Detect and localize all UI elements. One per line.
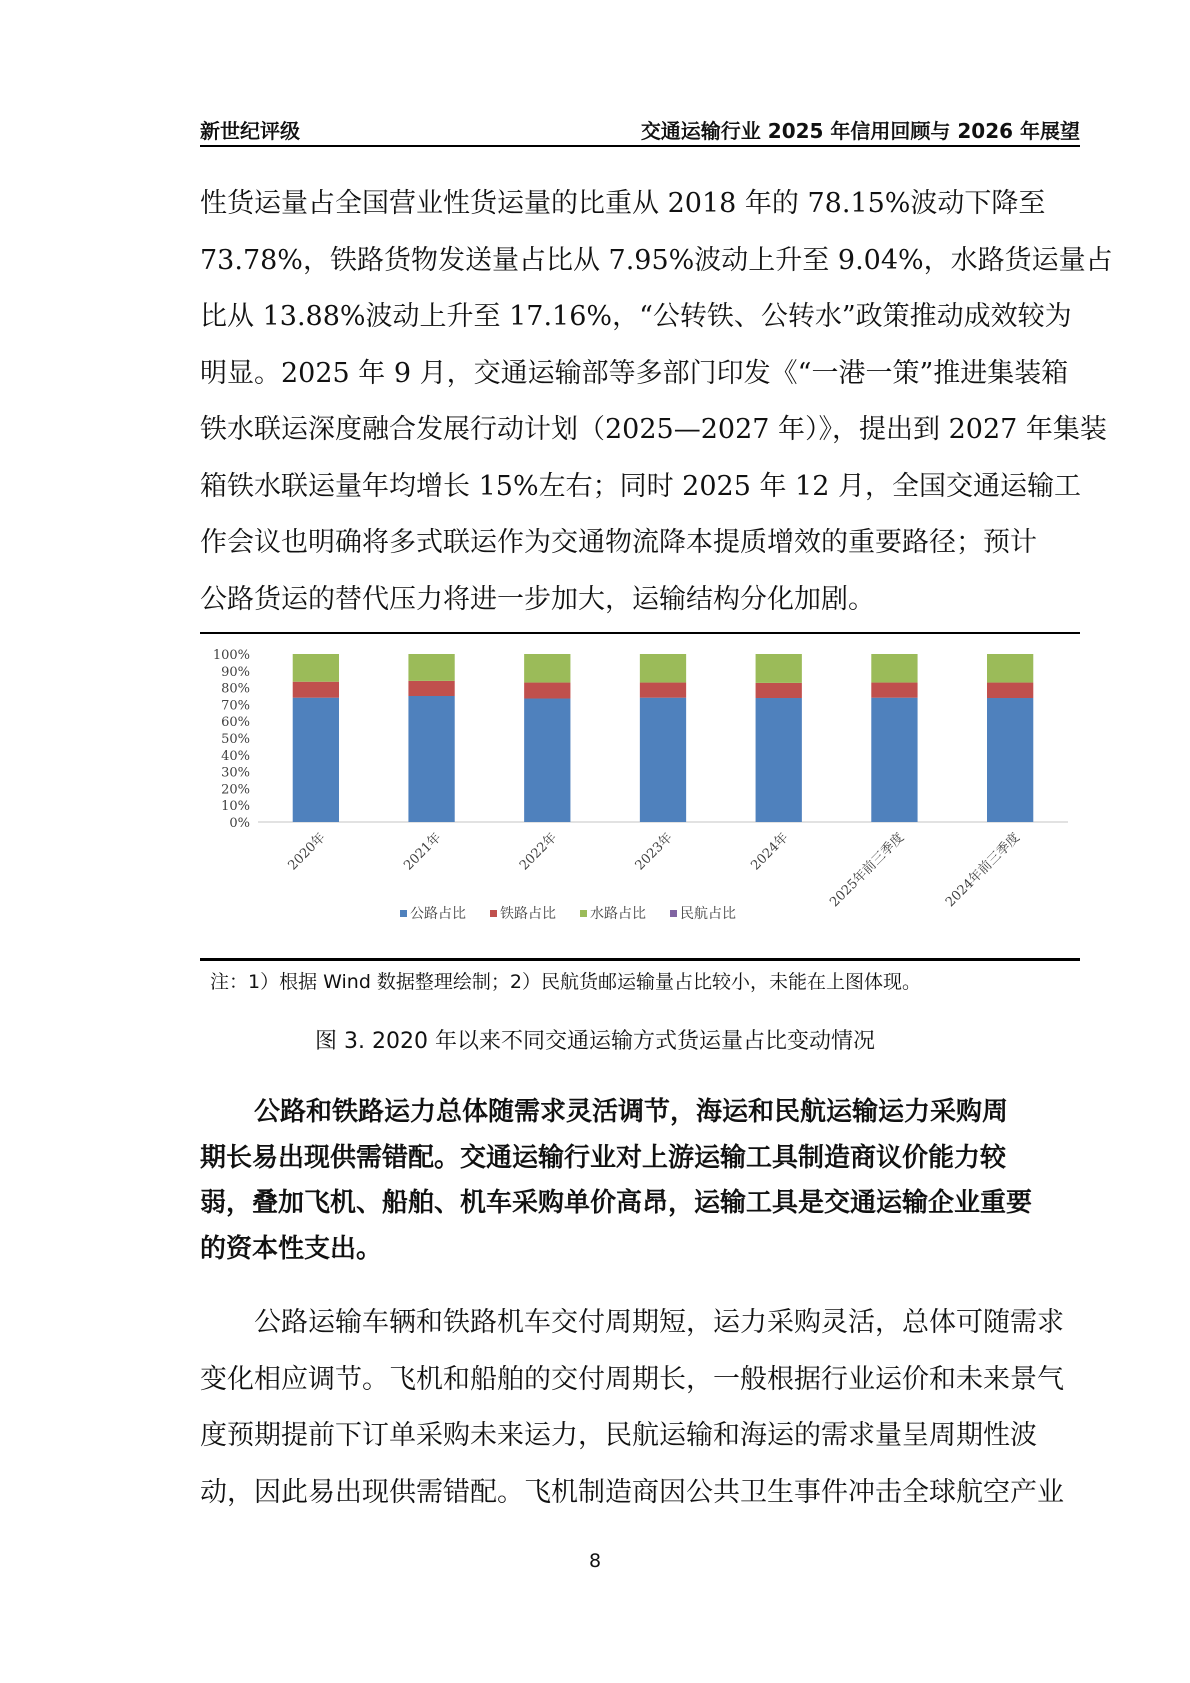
paragraph-line: 性货运量占全国营业性货运量的比重从 2018 年的 78.15%波动下降至 [200,188,1046,219]
paragraph-line: 变化相应调节。飞机和船舶的交付周期长，一般根据行业运价和未来景气 [200,1363,1064,1395]
bar-segment [293,698,339,822]
paragraph-line: 箱铁水联运量年均增长 15%左右；同时 2025 年 12 月，全国交通运输工 [200,470,1081,502]
y-tick-label: 0% [229,816,250,831]
y-tick-label: 90% [221,664,250,680]
x-tick-label: 2025年前三季度 [827,830,908,911]
y-tick-label: 30% [221,765,250,781]
bar-segment [871,654,917,683]
paragraph-transport-structure [200,176,1113,628]
bar-segment [408,681,454,696]
page-header [200,113,1080,147]
paragraph-line: 公路和铁路运力总体随需求灵活调节，海运和民航运输运力采购周 [254,1097,1009,1127]
legend-swatch [400,910,407,917]
paragraph-line: 作会议也明确将多式联运作为交通物流降本提质增效的重要路径；预计 [200,527,1037,558]
legend-label: 水路占比 [590,906,646,922]
y-tick-label: 100% [212,648,250,663]
bar-segment [756,698,802,822]
paragraph-capacity [200,1295,1080,1521]
paragraph-line: 动，因此易出现供需错配。飞机制造商因公共卫生事件冲击全球航空产业 [200,1476,1064,1508]
paragraph-line: 明显。2025 年 9 月，交通运输部等多部门印发《“一港一策”推进集装箱 [200,357,1069,389]
chart-bottom-rule [200,958,1080,961]
bar-segment [293,682,339,698]
y-tick-label: 20% [221,782,250,798]
paragraph-line: 公路运输车辆和铁路机车交付周期短，运力采购灵活，总体可随需求 [254,1307,1064,1338]
paragraph-line: 弱，叠加飞机、船舶、机车采购单价高昂，运输工具是交通运输企业重要 [200,1188,1033,1218]
legend-label: 铁路占比 [500,906,556,922]
paragraph-line: 期长易出现供需错配。交通运输行业对上游运输工具制造商议价能力较 [200,1142,1007,1173]
bar-segment [524,654,570,683]
y-tick-label: 10% [221,799,250,815]
paragraph-line: 公路货运的替代压力将进一步加大，运输结构分化加剧。 [200,583,875,615]
bar-segment [640,698,686,822]
x-tick-label: 2023年 [632,830,676,874]
y-tick-label: 60% [221,715,250,731]
bar-segment [756,654,802,683]
y-tick-label: 70% [221,698,250,714]
bar-segment [408,696,454,822]
bar-segment [408,654,454,681]
legend-swatch [670,910,677,917]
page-number: 8 [588,1550,602,1572]
figure-caption: 图 3. 2020 年以来不同交通运输方式货运量占比变动情况 [315,1029,875,1054]
y-tick-label: 40% [221,748,250,764]
x-tick-label: 2024年 [748,830,792,874]
bar-segment [987,698,1033,822]
legend-swatch [490,910,497,917]
paragraph-line: 73.78%，铁路货物发送量占比从 7.95%波动上升至 9.04%，水路货运量占 [200,244,1113,276]
x-tick-label: 2020年 [285,830,329,874]
stacked-bar-chart [200,632,1080,958]
legend-label: 公路占比 [410,906,466,922]
bar-segment [756,683,802,698]
bar-segment [987,683,1033,698]
header-report-title: 交通运输行业 2025 年信用回顾与 2026 年展望 [640,119,1080,143]
header-org: 新世纪评级 [200,119,300,143]
legend-label: 民航占比 [680,906,736,922]
bar-segment [524,699,570,822]
bar-segment [871,698,917,822]
bar-segment [871,683,917,698]
bar-segment [524,683,570,699]
paragraph-line: 铁水联运深度融合发展行动计划（2025—2027 年）》，提出到 2027 年集装 [200,414,1107,445]
x-tick-label: 2024年前三季度 [943,830,1023,911]
paragraph-line: 的资本性支出。 [200,1233,383,1264]
paragraph-line: 度预期提前下订单采购未来运力，民航运输和海运的需求量呈周期性波 [200,1420,1037,1451]
x-tick-label: 2022年 [516,830,561,874]
y-tick-label: 50% [221,732,250,747]
x-tick-label: 2021年 [401,830,445,874]
bold-summary-paragraph [200,1090,1080,1272]
bar-segment [987,654,1033,683]
bar-segment [640,683,686,698]
paragraph-line: 比从 13.88%波动上升至 17.16%，“公转铁、公转水”政策推动成效较为 [200,301,1072,332]
bar-segment [640,654,686,683]
y-tick-label: 80% [221,681,250,697]
legend-swatch [580,910,587,917]
bar-segment [293,654,339,682]
chart-container [200,632,1080,958]
chart-note: 注：1）根据 Wind 数据整理绘制；2）民航货邮运输量占比较小，未能在上图体现。 [210,971,922,993]
